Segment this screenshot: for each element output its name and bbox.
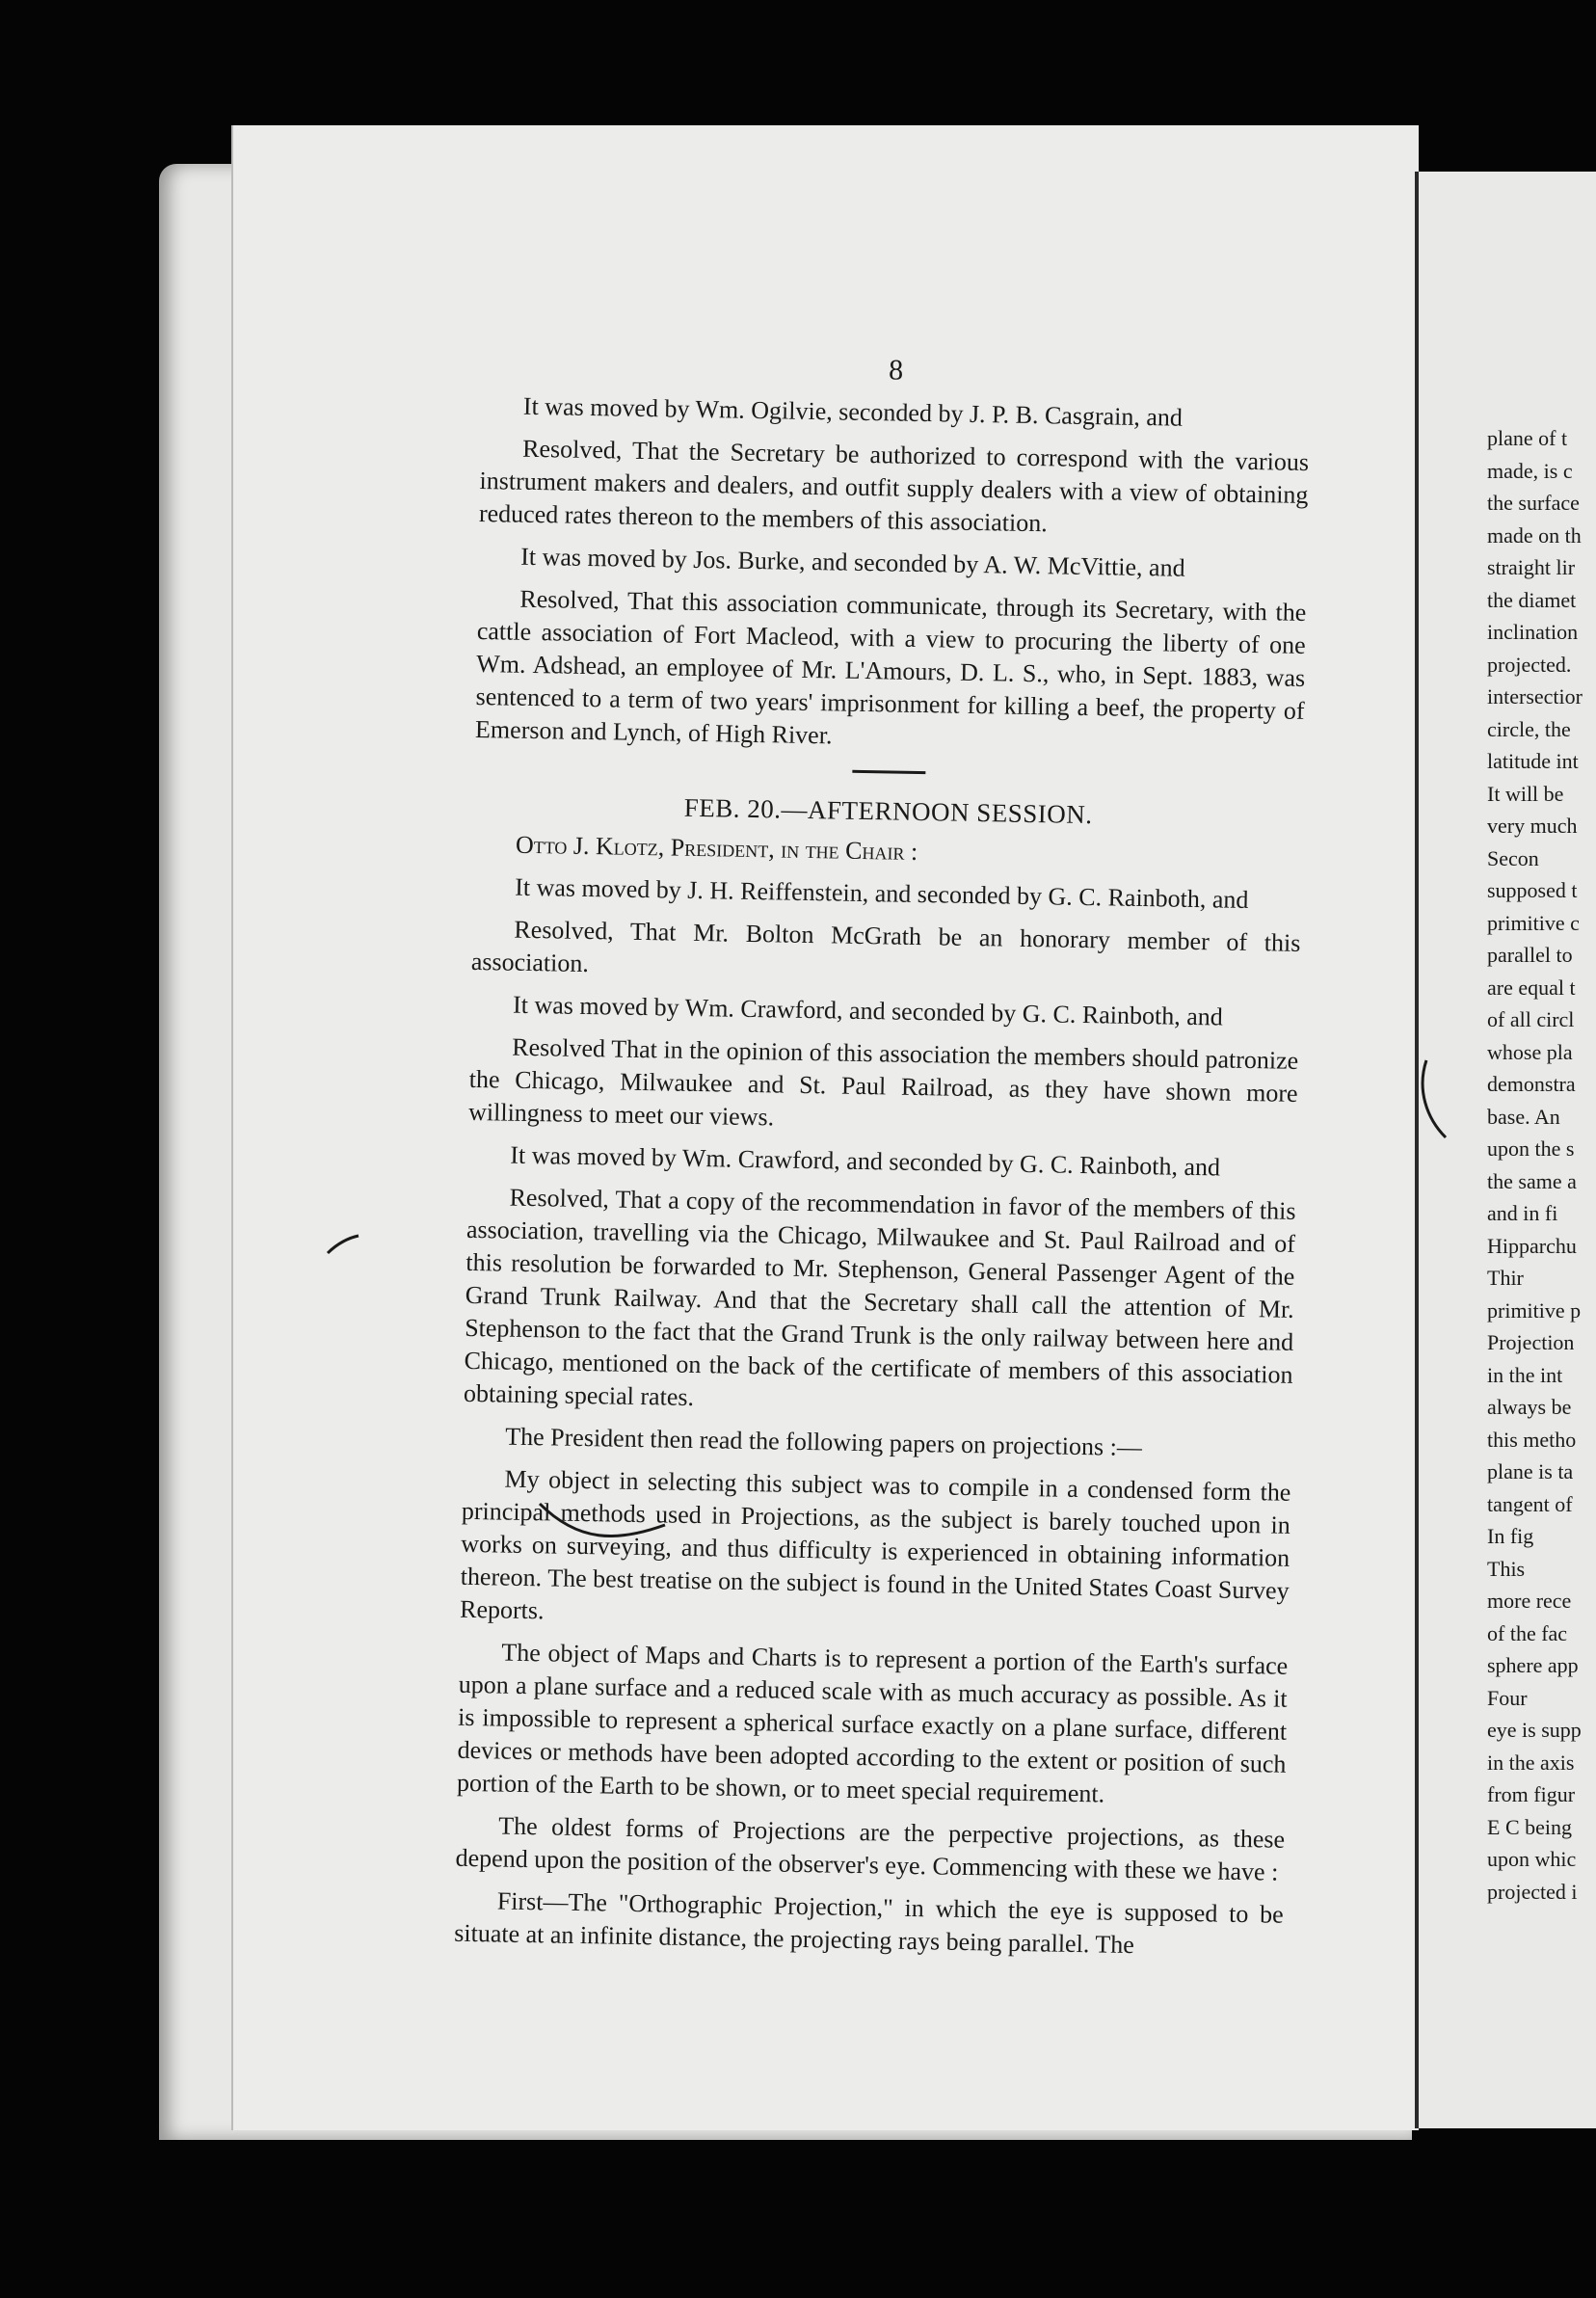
right-line: plane of t	[1487, 426, 1568, 450]
right-line: of the fac	[1487, 1620, 1568, 1645]
right-line: are equal t	[1487, 975, 1576, 1000]
right-line: Thir	[1487, 1266, 1524, 1290]
right-line: from figur	[1487, 1782, 1576, 1806]
right-line: projected.	[1487, 652, 1572, 677]
paragraph: It was moved by J. H. Reiffenstein, and seconded by G. C. Rainboth, and	[514, 872, 1249, 914]
right-line: It will be	[1487, 781, 1564, 806]
right-line: made on th	[1487, 522, 1582, 548]
right-line: plane is ta	[1487, 1459, 1574, 1483]
right-line: upon whic	[1487, 1847, 1577, 1871]
paragraph: The oldest forms of Projections are the perpective projections, as these depend upon the position of the observer's eye. Commencing with these we have :	[455, 1811, 1286, 1886]
right-line: the same a	[1487, 1168, 1577, 1193]
right-line: Four	[1487, 1685, 1528, 1710]
paragraph: Resolved, That a copy of the recommendation in favor of the members of this association, travelling via the Chicago, Milwaukee and St. Paul Railroad and of this resolution be forwarded to Mr. Stephenson, General Passenger Agent of the Grand Trunk Railway. And that the Secretary shall call the attention of Mr. Stephenson to the fact that the Grand Trunk is the only railway between here and Chicago, mentioned on the back of the certificate of members of this association obtaining special rates.	[463, 1183, 1296, 1412]
right-line: made, is c	[1487, 458, 1573, 483]
right-line: the diamet	[1487, 587, 1577, 612]
right-line: latitude int	[1487, 749, 1579, 773]
right-line: straight lir	[1487, 555, 1576, 579]
page-number: 8	[888, 354, 904, 387]
pen-stroke-mark	[1423, 1060, 1446, 1137]
session-heading: FEB. 20.—AFTERNOON SESSION.	[683, 792, 1093, 830]
right-line: very much	[1487, 814, 1578, 838]
right-line: eye is supp	[1487, 1718, 1582, 1742]
paragraph: The President then read the following papers on projections :—	[505, 1422, 1143, 1462]
right-line: parallel to	[1487, 943, 1573, 967]
paragraph: It was moved by Wm. Crawford, and seconded by G. C. Rainboth, and	[512, 990, 1224, 1031]
paragraph: My object in selecting this subject was to compile in a condensed form the principal methods used in Projections, as the subject is barely touched upon in works on surveying, and thus difficulty is experienced in obtaining information thereon. The best treatise on the subject is found in the United States Coast Survey Reports.	[459, 1464, 1291, 1625]
right-line: demonstra	[1487, 1072, 1576, 1096]
right-line: more rece	[1487, 1589, 1572, 1613]
right-line: in the int	[1487, 1362, 1563, 1387]
right-line: projected i	[1487, 1879, 1578, 1904]
right-line: Hipparchu	[1487, 1233, 1577, 1258]
right-line: the surface	[1487, 491, 1580, 515]
right-line: of all circl	[1487, 1007, 1575, 1031]
right-line: always be	[1487, 1395, 1572, 1419]
right-line: intersectior	[1487, 684, 1583, 708]
pen-stroke-mark	[328, 1236, 359, 1253]
chair-line: Otto J. Klotz, President, in the Chair :	[515, 830, 918, 866]
paragraph: Resolved, That this association communicate, through its Secretary, with the cattle association of Fort Macleod, with a view to procuring the liberty of one Wm. Adshead, an employee of Mr. L'Amours, D. L. S., who, in Sept. 1883, was sentenced to a term of two years' imprisonment for killing a beef, the property of Emerson and Lynch, of High River.	[474, 584, 1307, 750]
right-line: upon the s	[1487, 1136, 1575, 1161]
right-line: sphere app	[1487, 1653, 1579, 1677]
right-line: circle, the	[1487, 716, 1571, 741]
right-line: In fig	[1487, 1524, 1534, 1548]
right-line: and in fi	[1487, 1201, 1558, 1225]
right-line: this metho	[1487, 1427, 1577, 1452]
right-line: tangent of	[1487, 1491, 1573, 1516]
right-line: primitive p	[1487, 1297, 1582, 1323]
right-line: in the axis	[1487, 1750, 1575, 1775]
paragraph: Resolved, That Mr. Bolton McGrath be an honorary member of this association.	[470, 915, 1301, 978]
right-line: inclination	[1487, 620, 1579, 644]
right-line: Projection	[1487, 1330, 1575, 1354]
pen-stroke-mark	[540, 1504, 665, 1536]
paragraph: It was moved by Wm. Crawford, and seconded by G. C. Rainboth, and	[510, 1140, 1221, 1182]
paragraph: Resolved, That the Secretary be authorized to correspond with the various instrument makers and dealers, and outfit supply dealers with a view of obtaining reduced rates thereon to the members of this association.	[478, 434, 1310, 538]
right-line: primitive c	[1487, 910, 1580, 935]
right-line: base. An	[1487, 1104, 1560, 1129]
paragraph: Resolved That in the opinion of this association the members should patronize the Chicago, Milwaukee and St. Paul Railroad, as they have shown more willingness to meet our views.	[467, 1032, 1299, 1132]
paragraph: It was moved by Jos. Burke, and seconded by A. W. McVittie, and	[519, 542, 1185, 582]
paragraph: It was moved by Wm. Ogilvie, seconded by J. P. B. Casgrain, and	[522, 391, 1184, 432]
right-line: E C being	[1487, 1814, 1572, 1839]
right-line: supposed t	[1487, 878, 1578, 902]
paragraph: First—The "Orthographic Projection," in which the eye is supposed to be situate at an infinite distance, the projecting rays being parallel. The	[454, 1886, 1284, 1960]
right-line: This	[1487, 1556, 1526, 1581]
right-line: Secon	[1487, 845, 1539, 870]
right-line: whose pla	[1487, 1039, 1573, 1064]
paragraph: The object of Maps and Charts is to represent a portion of the Earth's surface upon a plane surface and a reduced scale with as much accuracy as possible. As it is impossible to represent a spherical surface exactly on a plane surface, different devices or methods have been adopted according to the extent or position of such portion of the Earth to be shown, or to meet special requirement.	[456, 1638, 1289, 1808]
